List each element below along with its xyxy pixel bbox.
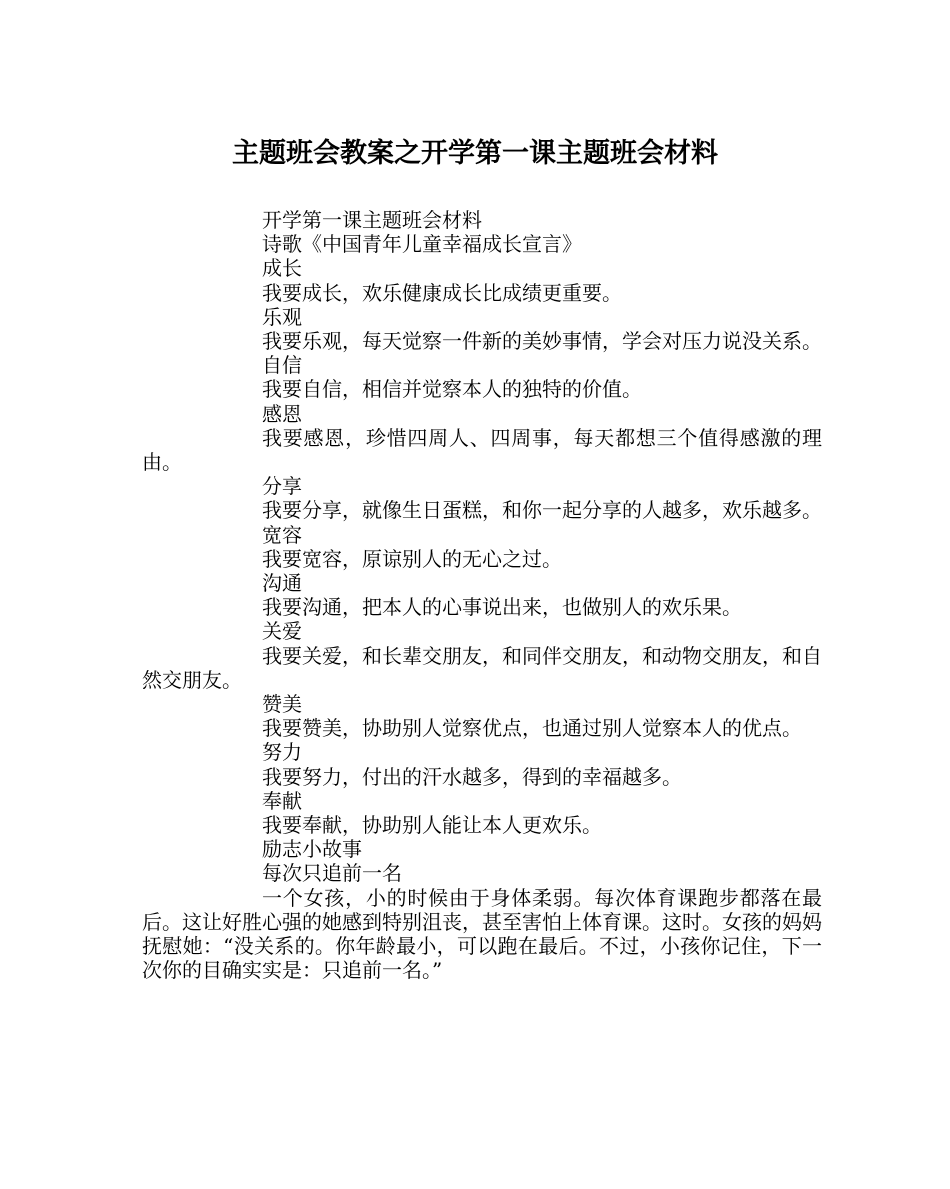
section-label: 奉献 [262,788,302,813]
paragraph: 一个女孩，小的时候由于身体柔弱。每次体育课跑步都落在最后。这让好胜心强的她感到特别沮丧，甚至害怕上体育课。这时。女孩的妈妈抚慰她：“没关系的。你年龄最小，可以跑在最后。不过，小孩你记住，下一次你的目确实实是：只追前一名。” [142,885,822,983]
section-label: 分享 [262,474,302,499]
section-label: 宽容 [262,522,302,547]
paragraph: 我要成长，欢乐健康成长比成绩更重要。 [262,280,622,305]
story-title: 每次只追前一名 [262,861,402,886]
paragraph: 我要努力，付出的汗水越多，得到的幸福越多。 [262,764,682,789]
paragraph: 我要宽容，原谅别人的无心之过。 [262,546,562,571]
paragraph: 我要分享，就像生日蛋糕，和你一起分享的人越多，欢乐越多。 [262,498,822,523]
section-label: 感恩 [262,401,302,426]
document-body [142,208,822,983]
section-label: 励志小故事 [262,837,362,862]
section-label: 成长 [262,256,302,281]
paragraph: 我要感恩，珍惜四周人、四周事，每天都想三个值得感激的理由。 [142,425,822,475]
section-label: 赞美 [262,692,302,717]
paragraph: 我要乐观，每天觉察一件新的美妙事情，学会对压力说没关系。 [262,329,822,354]
section-label: 沟通 [262,571,302,596]
paragraph: 我要奉献，协助别人能让本人更欢乐。 [262,813,602,838]
section-label: 乐观 [262,304,302,329]
paragraph-heading: 开学第一课主题班会材料 [262,208,482,232]
paragraph: 我要关爱，和长辈交朋友，和同伴交朋友，和动物交朋友，和自然交朋友。 [142,643,822,692]
section-label: 努力 [262,740,302,765]
document-title: 主题班会教案之开学第一课主题班会材料 [232,138,718,169]
section-label: 关爱 [262,619,302,644]
paragraph: 我要赞美，协助别人觉察优点，也通过别人觉察本人的优点。 [262,716,802,741]
section-label: 自信 [262,353,302,378]
poem-title: 诗歌《中国青年儿童幸福成长宣言》 [262,232,582,257]
paragraph: 我要沟通，把本人的心事说出来，也做别人的欢乐果。 [262,595,742,620]
paragraph: 我要自信，相信并觉察本人的独特的价值。 [262,377,642,402]
